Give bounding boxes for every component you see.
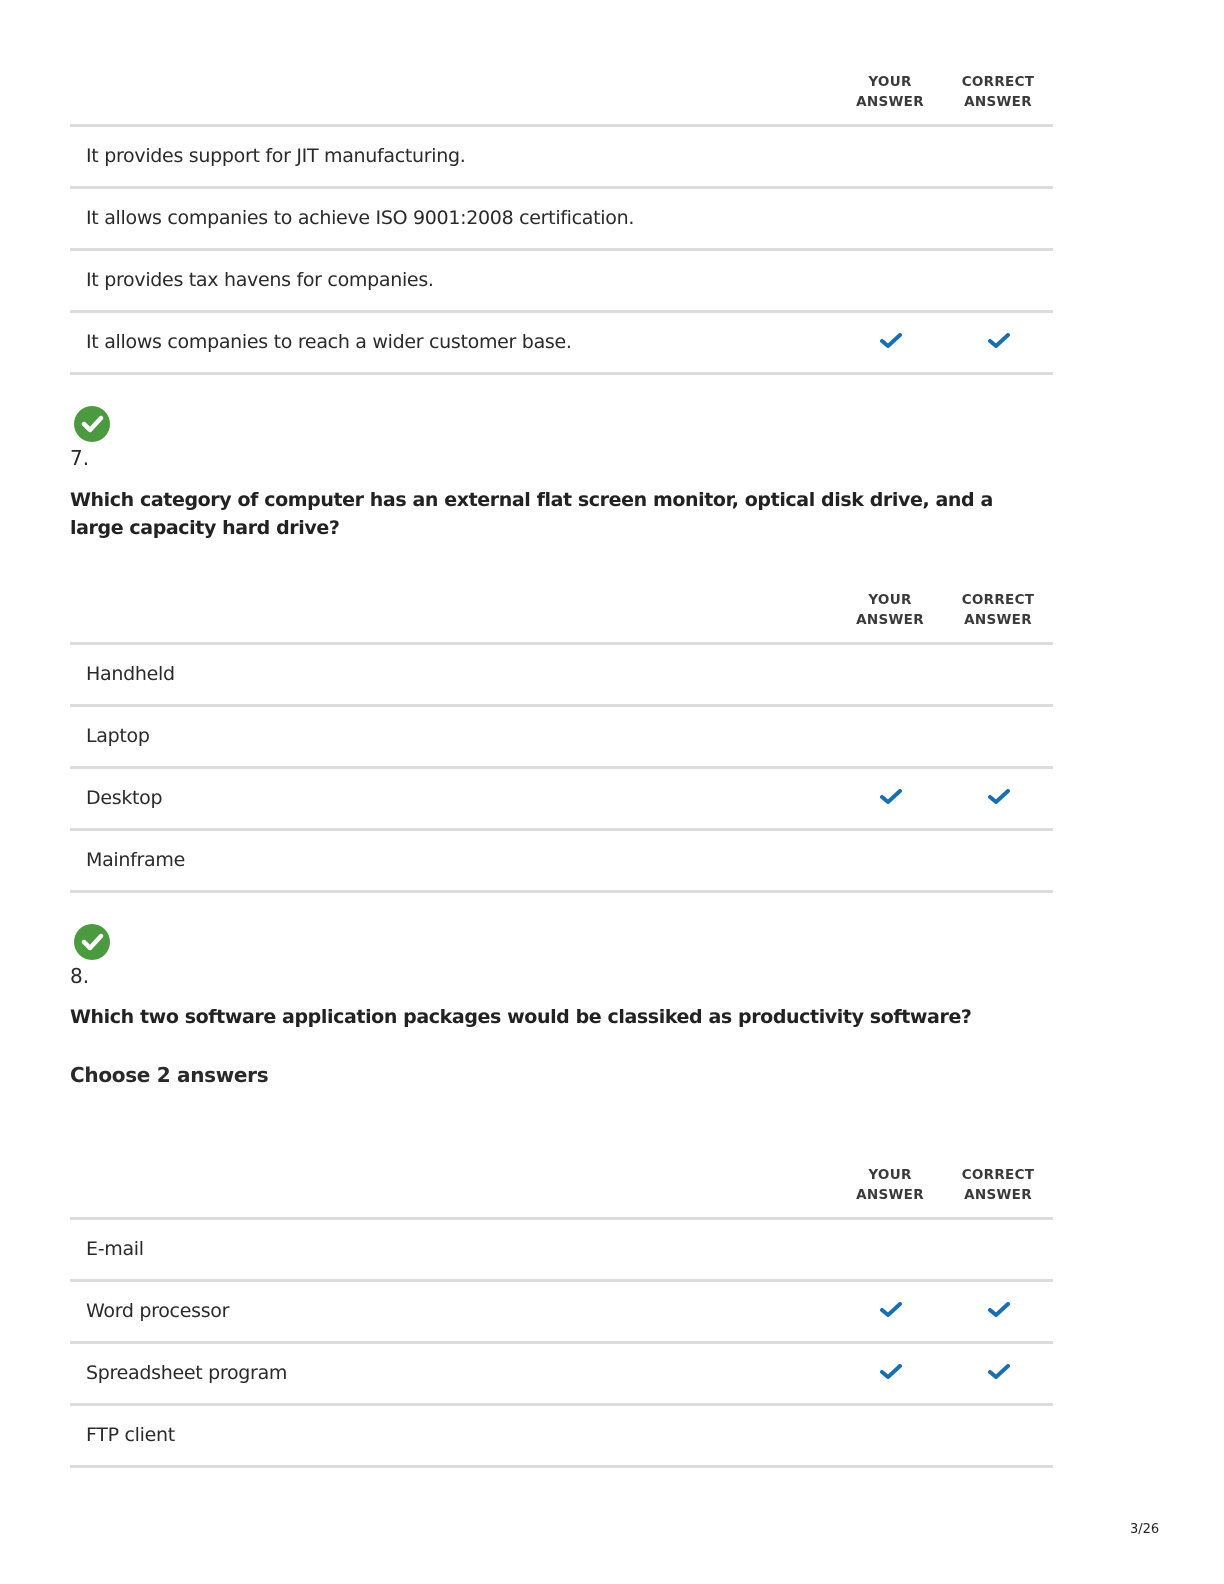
answer-text: Mainframe — [86, 849, 185, 871]
answer-row — [70, 707, 1053, 769]
question-text: Which category of computer has an external flat screen monitor, optical disk drive, and a large capacity hard drive? — [70, 489, 993, 539]
answer-row — [70, 127, 1053, 189]
answer-text: E-mail — [86, 1238, 144, 1260]
answer-row — [70, 831, 1053, 893]
your-answer-check-icon — [880, 331, 902, 351]
page-number: 3/26 — [1130, 1522, 1160, 1537]
correct-answer-check-icon — [988, 331, 1010, 351]
answer-text: Laptop — [86, 725, 150, 747]
correct-answer-header: CORRECT ANSWER — [961, 74, 1035, 110]
question-6-answers — [70, 72, 1053, 375]
answer-row — [70, 769, 1053, 831]
answer-table-header — [70, 590, 1053, 642]
answer-text: It allows companies to reach a wider customer base. — [86, 331, 572, 353]
answer-text: Desktop — [86, 787, 163, 809]
your-answer-header: YOUR ANSWER — [856, 1167, 924, 1203]
correct-answer-check-icon — [988, 1300, 1010, 1320]
answer-text: Spreadsheet program — [86, 1362, 288, 1384]
answer-row — [70, 1282, 1053, 1344]
answer-text: Word processor — [86, 1300, 230, 1322]
correct-status-check-circle-icon — [74, 406, 110, 442]
your-answer-check-icon — [880, 1300, 902, 1320]
answer-text: Handheld — [86, 663, 175, 685]
question-number: 7. — [70, 446, 90, 470]
your-answer-check-icon — [880, 1362, 902, 1382]
correct-status-check-circle-icon — [74, 924, 110, 960]
answer-row — [70, 1344, 1053, 1406]
your-answer-header: YOUR ANSWER — [856, 74, 924, 110]
answer-text: FTP client — [86, 1424, 175, 1446]
answer-row — [70, 189, 1053, 251]
answer-row — [70, 251, 1053, 313]
correct-answer-check-icon — [988, 787, 1010, 807]
answer-table-header — [70, 1165, 1053, 1217]
correct-answer-header: CORRECT ANSWER — [961, 1167, 1035, 1203]
correct-answer-check-icon — [988, 1362, 1010, 1382]
answer-row — [70, 1220, 1053, 1282]
question-number: 8. — [70, 964, 90, 988]
answer-text: It provides support for JIT manufacturing. — [86, 145, 466, 167]
answer-text: It provides tax havens for companies. — [86, 269, 434, 291]
question-text: Which two software application packages would be classiked as productivity software? — [70, 1006, 972, 1028]
answer-instruction: Choose 2 answers — [70, 1063, 269, 1087]
answer-table-header — [70, 72, 1053, 124]
your-answer-check-icon — [880, 787, 902, 807]
correct-answer-header: CORRECT ANSWER — [961, 592, 1035, 628]
answer-row — [70, 313, 1053, 375]
answer-row — [70, 1406, 1053, 1468]
question-8-answers — [70, 1165, 1053, 1468]
your-answer-header: YOUR ANSWER — [856, 592, 924, 628]
answer-text: It allows companies to achieve ISO 9001:2008 certification. — [86, 207, 635, 229]
question-7-answers — [70, 590, 1053, 893]
answer-row — [70, 645, 1053, 707]
